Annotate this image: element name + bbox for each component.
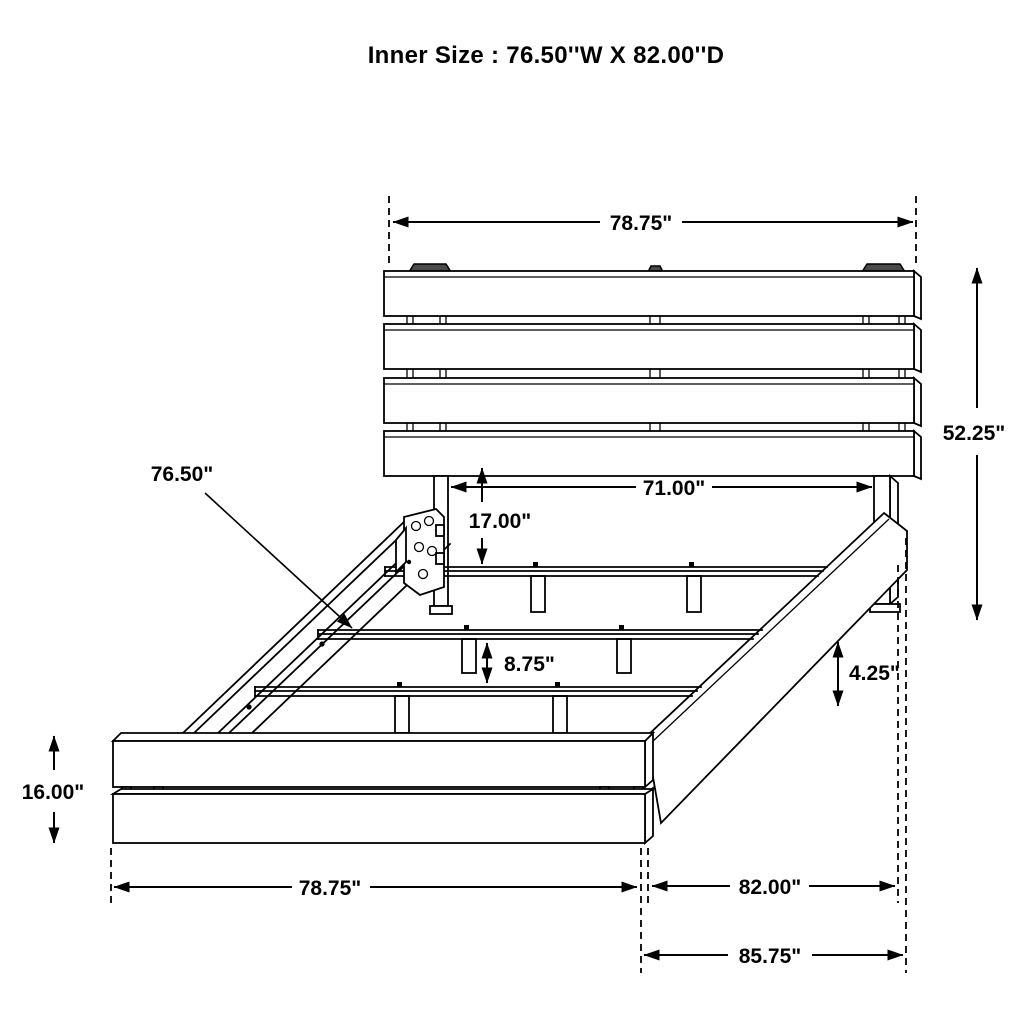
- dim-label-headboard-clearance: 17.00": [468, 510, 532, 533]
- headboard-gap3-connectors: [407, 423, 905, 431]
- dim-label-headboard-width: 78.75": [609, 212, 673, 235]
- dim-footboard-width: [111, 848, 637, 906]
- headboard-slat3-side: [914, 378, 921, 426]
- headboard-gap1-connectors: [407, 316, 905, 324]
- dim-label-slat-rail: 76.50": [150, 463, 214, 486]
- slat-rail-2: [318, 630, 762, 639]
- dim-headboard-height: [943, 268, 1006, 620]
- slat-rail3-leg: [553, 696, 567, 733]
- footboard-plank2: [113, 794, 645, 843]
- dim-slat-rail: [151, 463, 352, 628]
- dim-label-slat-spacing: 8.75": [504, 653, 555, 676]
- dim-headboard-width: [389, 196, 916, 266]
- dim-label-inner-width: 71.00": [642, 477, 706, 500]
- footboard-plank1-side: [645, 733, 653, 787]
- dim-headboard-clearance: [469, 468, 532, 564]
- dim-label-footboard-height: 16.00": [21, 781, 85, 804]
- headboard-leg-left-foot: [430, 606, 452, 614]
- rail-bolt-dot: [319, 641, 324, 646]
- dim-inner-width: [451, 477, 872, 500]
- headboard-slat1: [384, 271, 914, 316]
- dim-footboard-height: [22, 736, 85, 843]
- slat-rail2-leg: [462, 639, 476, 673]
- headboard: [384, 264, 921, 479]
- dim-label-overall-depth: 85.75": [738, 945, 802, 968]
- footboard: [113, 733, 653, 843]
- headboard-slat2-side: [914, 324, 921, 372]
- headboard-slat4-side: [914, 431, 921, 479]
- slat-rail2-leg: [617, 639, 631, 673]
- slat-rail3-leg: [395, 696, 409, 733]
- headboard-leg-right-foot: [870, 604, 900, 612]
- rail-bolt-dot: [246, 704, 251, 709]
- headboard-slat1-side: [914, 271, 921, 319]
- diagram-title: Inner Size : 76.50''W X 82.00''D: [367, 42, 725, 69]
- slat-rail-3: [255, 687, 701, 696]
- footboard-plank1-top: [113, 733, 653, 741]
- dim-label-headboard-height: 52.25": [942, 422, 1006, 445]
- dim-label-footboard-width: 78.75": [298, 877, 362, 900]
- dim-slat-spacing: [487, 643, 555, 683]
- dim-label-inner-depth: 82.00": [738, 876, 802, 899]
- headboard-slat3: [384, 378, 914, 423]
- headboard-gap2-connectors: [407, 369, 905, 378]
- headboard-slat4: [384, 431, 914, 476]
- slat-rail1-leg: [687, 576, 701, 612]
- slat-rail-1: [385, 567, 827, 576]
- slat-rail1-leg: [531, 576, 545, 612]
- headboard-slat2: [384, 324, 914, 369]
- dim-rail-clearance: [838, 642, 900, 706]
- footboard-plank2-side: [645, 788, 653, 843]
- dim-label-rail-clearance: 4.25": [849, 662, 900, 685]
- rail-bracket-hardware: [396, 509, 444, 595]
- footboard-plank1: [113, 741, 645, 787]
